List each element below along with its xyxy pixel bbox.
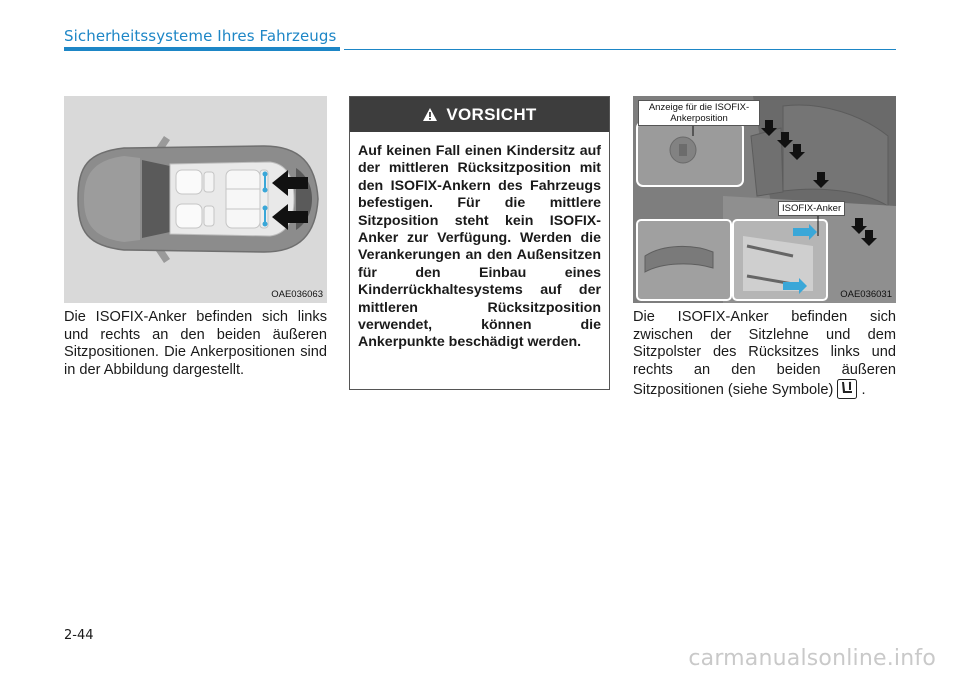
caution-heading: VORSICHT xyxy=(446,104,537,124)
header-rule-thick xyxy=(64,47,340,51)
section-title: Sicherheitssysteme Ihres Fahrzeugs xyxy=(64,27,337,45)
watermark: carmanualsonline.info xyxy=(688,646,936,671)
callout-isofix-anchor: ISOFIX-Anker xyxy=(778,201,845,216)
right-paragraph-end: . xyxy=(861,382,866,398)
page-number: 2-44 xyxy=(64,628,94,643)
header-rule-thin xyxy=(344,49,896,50)
callout-isofix-indicator xyxy=(638,100,760,126)
right-paragraph-text: Die ISOFIX-Anker befinden sich zwischen der Sitzlehne und dem Sitzpolster des Rücksitzes links und rechts an den beiden äußeren Sitzpositionen (siehe Symbole) xyxy=(633,309,896,398)
callout-line: Ankerposition xyxy=(670,113,728,124)
seat-anchor-illustration xyxy=(633,96,896,303)
caution-box xyxy=(349,96,610,390)
isofix-seat-icon xyxy=(837,379,857,405)
caution-header xyxy=(350,97,609,132)
caution-text: Auf keinen Fall einen Kindersitz auf der mittleren Rücksitzposition mit den ISOFIX-Ankern des Fahrzeugs befestigen. Für die mittlere Sitzposition steht kein ISOFIX-Anker zur Verfügung. Werden die Verankerungen an den Außensitzen für den Einbau eines Kinderrückhaltesystems auf der mittleren Rücksitzposition verwendet, können die Ankerpunkte beschädigt werden. xyxy=(358,143,601,351)
left-paragraph: Die ISOFIX-Anker befinden sich links und rechts an den beiden äußeren Sitzpositionen. Die Ankerpositionen sind in der Abbildung dargestellt. xyxy=(64,309,327,378)
car-top-view-illustration xyxy=(64,96,327,303)
warning-icon xyxy=(422,107,438,122)
figure-code: OAE036063 xyxy=(271,289,323,300)
car-top-view-figure xyxy=(64,96,327,303)
figure-code: OAE036031 xyxy=(840,289,892,300)
right-paragraph xyxy=(633,309,896,405)
seat-anchor-figure xyxy=(633,96,896,303)
callout-line: Anzeige für die ISOFIX- xyxy=(648,102,750,113)
